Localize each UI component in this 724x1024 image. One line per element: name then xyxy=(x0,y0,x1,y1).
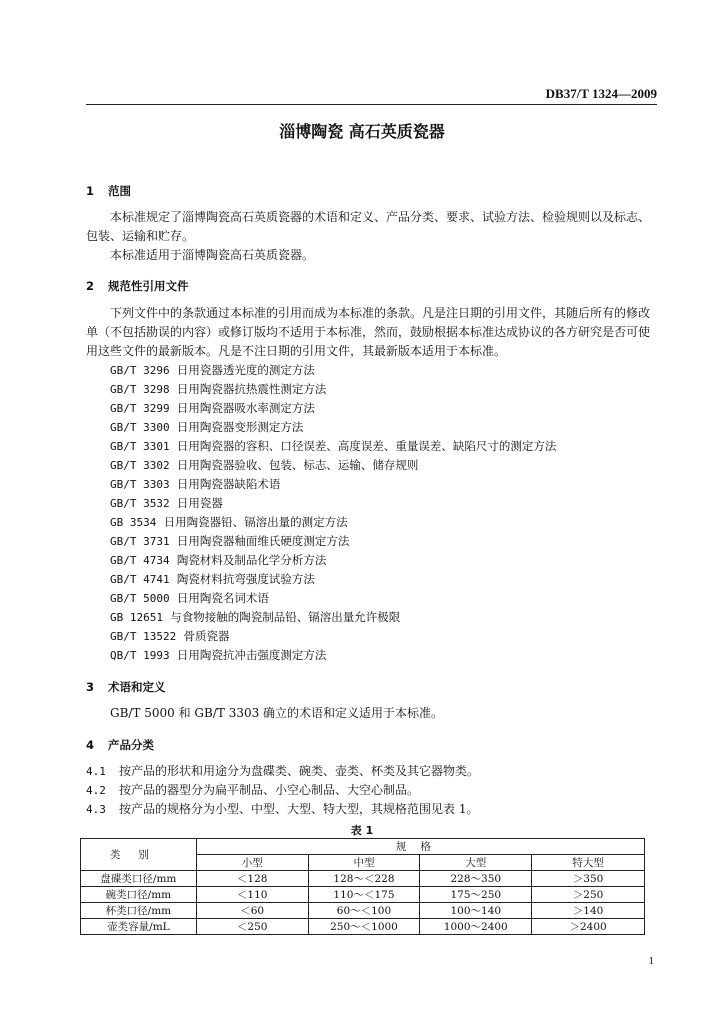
reference-name: 日用陶瓷器铅、镉溶出量的测定方法 xyxy=(163,515,348,529)
reference-item xyxy=(110,494,556,513)
section-number: 4 xyxy=(86,738,95,752)
section-3-heading xyxy=(86,679,166,695)
table-row xyxy=(81,887,645,903)
table-cell: 1000～2400 xyxy=(420,919,532,935)
normative-intro: 下列文件中的条款通过本标准的引用而成为本标准的条款。凡是注日期的引用文件，其随后所有的修改单（不包括勘误的内容）或修订版均不适用于本标准，然而，鼓励根据本标准达成协议的各方研究是否可使用这些文件的最新版本。凡是不注日期的引用文件，其最新版本适用于本标准。 xyxy=(86,306,651,358)
classification-item xyxy=(86,762,479,781)
reference-item xyxy=(110,551,556,570)
row-label: 盘碟类口径/mm xyxy=(81,871,197,887)
terms-paragraph: GB/T 5000 和 GB/T 3303 确立的术语和定义适用于本标准。 xyxy=(110,706,444,720)
reference-name: 日用瓷器透光度的测定方法 xyxy=(176,363,315,377)
reference-code: GB/T 3532 xyxy=(110,497,170,510)
classification-item xyxy=(86,800,478,819)
reference-code: GB/T 3731 xyxy=(110,535,170,548)
reference-item xyxy=(110,646,556,665)
reference-name: 日用陶瓷抗冲击强度测定方法 xyxy=(176,648,327,662)
reference-code: GB/T 4741 xyxy=(110,573,170,586)
page-number: 1 xyxy=(648,955,654,967)
clause-number: 4.3 xyxy=(86,803,106,816)
table-cell: ＜250 xyxy=(196,919,308,935)
reference-name: 日用陶瓷名词术语 xyxy=(176,591,269,605)
reference-name: 日用瓷器 xyxy=(176,496,223,510)
clause-number: 4.1 xyxy=(86,765,106,778)
table-row xyxy=(81,871,645,887)
table-caption: 表 1 xyxy=(350,824,374,837)
reference-item xyxy=(110,589,556,608)
reference-item xyxy=(110,627,556,646)
section-4-heading xyxy=(86,737,154,753)
column-header: 中型 xyxy=(308,855,420,871)
reference-name: 日用陶瓷器抗热震性测定方法 xyxy=(176,382,327,396)
section-number: 2 xyxy=(86,279,95,293)
clause-text: 按产品的器型分为扁平制品、小空心制品、大空心制品。 xyxy=(119,783,420,797)
reference-code: GB/T 3303 xyxy=(110,478,170,491)
reference-code: GB 3534 xyxy=(110,516,157,529)
table-cell: 175～250 xyxy=(420,887,532,903)
table-cell: ＜110 xyxy=(196,887,308,903)
reference-item xyxy=(110,361,556,380)
reference-item xyxy=(110,399,556,418)
table-row xyxy=(81,919,645,935)
reference-item xyxy=(110,456,556,475)
section-2-heading xyxy=(86,278,189,294)
reference-code: GB/T 3299 xyxy=(110,402,170,415)
header-rule xyxy=(86,104,657,105)
classification-item xyxy=(86,781,419,800)
reference-name: 骨质瓷器 xyxy=(183,629,230,643)
section-number: 1 xyxy=(86,184,95,198)
section-title: 产品分类 xyxy=(108,738,154,752)
row-label: 碗类口径/mm xyxy=(81,887,197,903)
scope-paragraph-2: 本标准适用于淄博陶瓷高石英质瓷器。 xyxy=(110,248,315,262)
section-title: 术语和定义 xyxy=(108,680,166,694)
reference-name: 陶瓷材料抗弯强度试验方法 xyxy=(176,572,315,586)
reference-item xyxy=(110,608,556,627)
reference-code: GB/T 3300 xyxy=(110,421,170,434)
specification-table xyxy=(80,838,645,935)
reference-code: GB/T 3298 xyxy=(110,383,170,396)
section-number: 3 xyxy=(86,680,95,694)
document-title: 淄博陶瓷 高石英质瓷器 xyxy=(279,122,445,141)
reference-code: QB/T 1993 xyxy=(110,649,170,662)
reference-name: 日用陶瓷器吸水率测定方法 xyxy=(176,401,315,415)
column-header: 小型 xyxy=(196,855,308,871)
reference-list xyxy=(110,361,556,665)
table-cell: ＜60 xyxy=(196,903,308,919)
reference-name: 日用陶瓷器釉面维氏硬度测定方法 xyxy=(176,534,350,548)
table-cell: 228～350 xyxy=(420,871,532,887)
reference-name: 日用陶瓷器缺陷术语 xyxy=(176,477,281,491)
column-header: 大型 xyxy=(420,855,532,871)
table-cell: 250～＜1000 xyxy=(308,919,420,935)
reference-code: GB/T 3301 xyxy=(110,440,170,453)
reference-code: GB/T 4734 xyxy=(110,554,170,567)
reference-code: GB 12651 xyxy=(110,611,163,624)
section-title: 规范性引用文件 xyxy=(108,279,189,293)
reference-name: 陶瓷材料及制品化学分析方法 xyxy=(176,553,327,567)
reference-item xyxy=(110,380,556,399)
reference-item xyxy=(110,418,556,437)
reference-name: 与食物接触的陶瓷制品铅、镉溶出量允许极限 xyxy=(170,610,401,624)
clause-text: 按产品的规格分为小型、中型、大型、特大型，其规格范围见表 1。 xyxy=(119,802,479,816)
row-label: 壶类容量/mL xyxy=(81,919,197,935)
reference-name: 日用陶瓷器的容积、口径误差、高度误差、重量误差、缺陷尺寸的测定方法 xyxy=(176,439,557,453)
standard-number: DB37/T 1324—2009 xyxy=(545,86,657,101)
section-1-heading xyxy=(86,183,131,199)
table-cell: ＜128 xyxy=(196,871,308,887)
reference-item xyxy=(110,513,556,532)
reference-item xyxy=(110,532,556,551)
spec-header: 规格 xyxy=(196,839,644,855)
table-cell: 110～＜175 xyxy=(308,887,420,903)
reference-item xyxy=(110,475,556,494)
table-cell: ＞350 xyxy=(532,871,645,887)
column-header: 特大型 xyxy=(532,855,645,871)
reference-name: 日用陶瓷器变形测定方法 xyxy=(176,420,304,434)
reference-code: GB/T 3296 xyxy=(110,364,170,377)
table-cell: 60～＜100 xyxy=(308,903,420,919)
section-title: 范围 xyxy=(108,184,131,198)
scope-paragraph-1: 本标准规定了淄博陶瓷高石英质瓷器的术语和定义、产品分类、要求、试验方法、检验规则以及标志、包装、运输和贮存。 xyxy=(86,210,651,243)
reference-code: GB/T 13522 xyxy=(110,630,177,643)
category-header: 类别 xyxy=(81,839,197,871)
reference-code: GB/T 5000 xyxy=(110,592,170,605)
reference-name: 日用陶瓷器验收、包装、标志、运输、储存规则 xyxy=(176,458,419,472)
reference-code: GB/T 3302 xyxy=(110,459,170,472)
table-cell: ＞2400 xyxy=(532,919,645,935)
table-row xyxy=(81,903,645,919)
clause-number: 4.2 xyxy=(86,784,106,797)
table-cell: ＞250 xyxy=(532,887,645,903)
table-cell: ＞140 xyxy=(532,903,645,919)
clause-text: 按产品的形状和用途分为盘碟类、碗类、壶类、杯类及其它器物类。 xyxy=(119,764,480,778)
table-cell: 100～140 xyxy=(420,903,532,919)
reference-item xyxy=(110,437,556,456)
table-cell: 128～＜228 xyxy=(308,871,420,887)
reference-item xyxy=(110,570,556,589)
row-label: 杯类口径/mm xyxy=(81,903,197,919)
